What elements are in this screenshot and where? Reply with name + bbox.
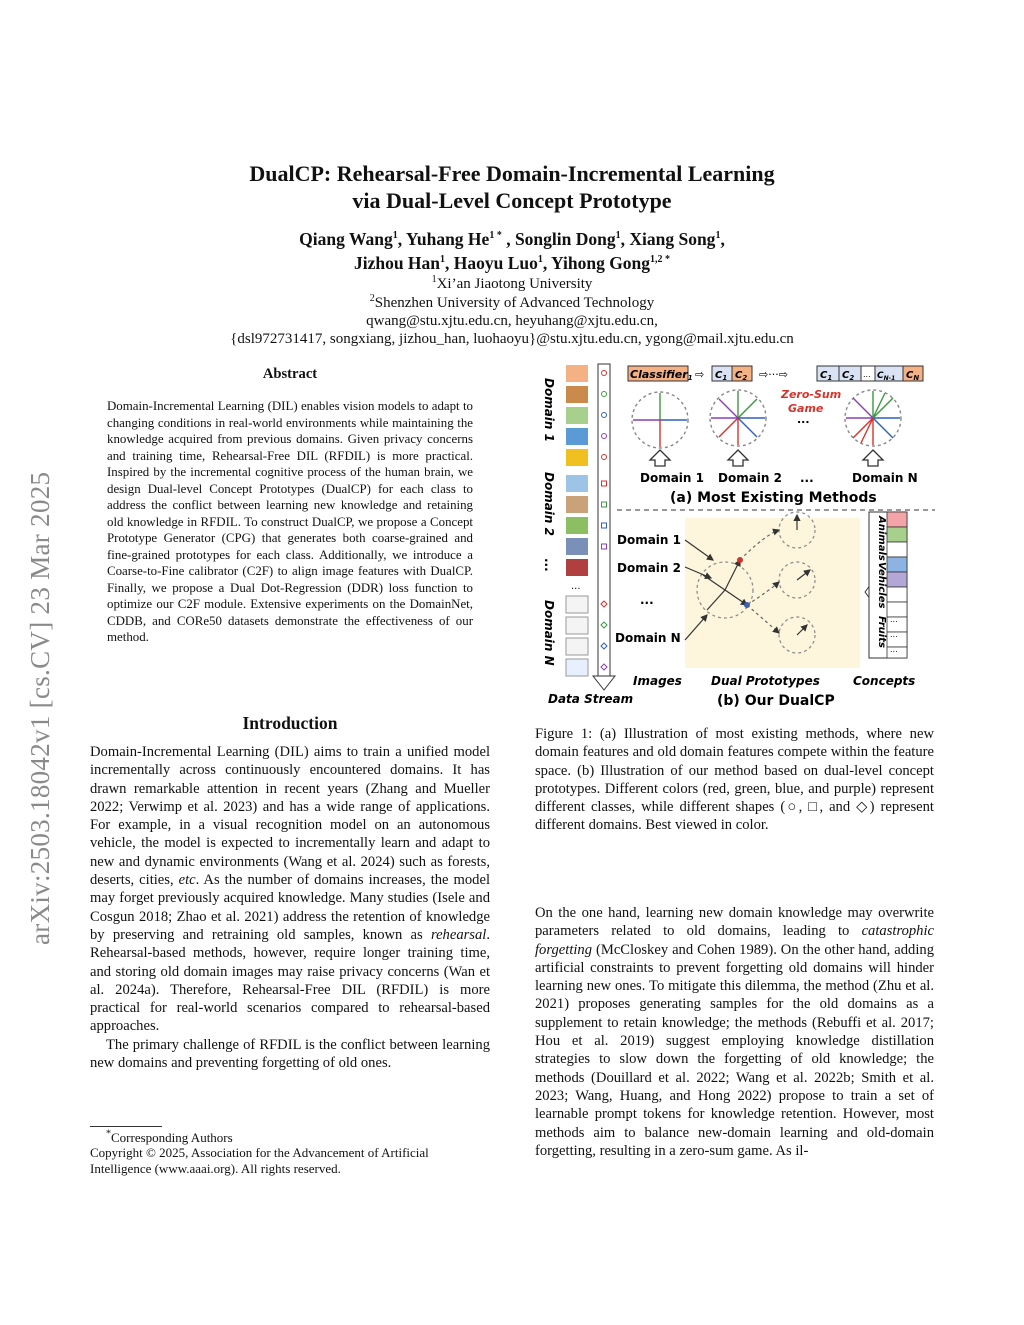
fig-feature-space-n <box>845 390 901 446</box>
fig-top-domain2: Domain 2 <box>718 471 782 485</box>
fig-caption-b: (b) Our DualCP <box>717 693 835 709</box>
intro-body <box>90 743 490 1072</box>
fig-arrow-1: ⇨ <box>695 368 705 381</box>
fig-cc1-label: $C_1$ <box>820 370 833 382</box>
footnote-corresponding: *Corresponding Authors <box>106 1128 233 1145</box>
fig-up-arrows <box>650 450 883 466</box>
fig-zero-sum-1: Zero-Sum <box>781 388 842 401</box>
affiliation-2: $^2$Shenzhen University of Advanced Technology <box>369 293 655 311</box>
fig-concept-dots-1: ... <box>890 615 898 624</box>
emails-line2: {dsl972731417, songxiang, jizhou_han, luohaoyu}@stu.xjtu.edu.cn, ygong@mail.xjtu.edu.cn <box>230 331 794 347</box>
fig-label-images: Images <box>633 674 682 688</box>
fig-domainN-label: Domain N <box>542 600 556 666</box>
fig-image-thumbnails <box>566 365 588 676</box>
fig-b-dots: ... <box>640 593 654 607</box>
fig-concept-dots-3: ... <box>890 645 898 654</box>
fig-label-concepts: Concepts <box>853 674 916 688</box>
fig-b-domainN: Domain N <box>615 631 681 645</box>
fig-stream-arrowhead <box>593 676 615 690</box>
paper-title-line2: via Dual-Level Concept Prototype <box>352 188 672 213</box>
authors-line2: Jizhou Han$^1$, Haoyu Luo$^1$, Yihong Gong$^{1,2 *}$ <box>353 253 671 273</box>
figure-1 <box>535 360 935 712</box>
fig-zero-sum-dots: ... <box>797 413 810 426</box>
arxiv-stamp: arXiv:2503.18042v1 [cs.CV] 23 Mar 2025 <box>25 471 55 945</box>
intro-paragraph-1: Domain-Incremental Learning (DIL) aims to train a unified model incrementally across continuously encountered domains. It has drawn remarkable attention in recent years (Zhang and Mueller 2022; Verwimp et al. 2023) and has a wide range of applications. For example, in a visual recognition model on an autonomous vehicle, the model is expected to incrementally learn and adapt to new and dynamic environments (Wang et al. 2024) such as forests, deserts, cities, etc. As the number of domains increases, the model may forget previously acquired knowledge. Many studies (Isele and Cosgun 2018; Zhao et al. 2021) address the retention of knowledge by preserving and retraining old samples, known as rehearsal. Rehearsal-based methods, however, require longer training time, and storing old domain images may raise privacy concerns (Wan et al. 2024a). Therefore, Rehearsal-Free DIL (RFDIL) is more practical for real-world scenarios compared to rehearsal-based approaches. <box>90 744 490 1035</box>
fig-top-domainN: Domain N <box>852 471 918 485</box>
fig-prototype-region <box>685 518 860 668</box>
fig-c1-label: $C_1$ <box>715 370 728 382</box>
fig-concept-dots-2: ... <box>890 630 898 639</box>
fig-ell-label: ... <box>863 370 871 379</box>
fig-cn-label: $C_N$ <box>906 370 920 382</box>
fig-cat-animals: Animals <box>876 516 887 561</box>
fig-b-domain1: Domain 1 <box>617 533 681 547</box>
affiliation-1: $^1$Xi’an Jiaotong University <box>431 274 593 292</box>
intro-paragraph-2: The primary challenge of RFDIL is the conflict between learning new domains and preventing forgetting of old ones. <box>90 1036 490 1072</box>
right-column-text <box>535 904 934 1160</box>
fig-zero-sum-2: Game <box>788 402 824 415</box>
fig-cc2-label: $C_2$ <box>842 370 855 382</box>
fig-dots-label: ... <box>542 558 556 572</box>
authors-line1: Qiang Wang$^1$, Yuhang $He^{1 *}$ , Songlin Dong$^1$, Xiang Song$^1$, <box>299 229 725 249</box>
fig-arrow-2: ⇨···⇨ <box>759 368 788 381</box>
footnote-rule <box>90 1126 162 1127</box>
fig-domain1-label: Domain 1 <box>542 378 556 442</box>
fig-cn1-label: $C_{N-1}$ <box>877 371 896 382</box>
fig-domain2-label: Domain 2 <box>542 472 556 536</box>
introduction-heading: Introduction <box>242 713 338 733</box>
fig-cat-vehicles: Vehicles <box>876 562 887 609</box>
footnote-copyright: Copyright © 2025, Association for the Advancement of Artificial Intelligence (www.aaai.org). All rights reserved. <box>90 1145 429 1176</box>
fig-caption-a: (a) Most Existing Methods <box>670 490 877 506</box>
fig-feature-space-1 <box>632 392 688 448</box>
fig-classifier-label: Classifier1 <box>630 368 693 382</box>
fig-feature-space-2 <box>710 390 766 446</box>
fig-stream-bar <box>598 364 610 676</box>
abstract-heading: Abstract <box>262 366 318 382</box>
paper-title-line1: DualCP: Rehearsal-Free Domain-Incremental Learning <box>249 161 775 186</box>
fig-c2-label: $C_2$ <box>735 370 748 382</box>
fig-cat-fruits: Fruits <box>876 616 887 648</box>
figure-caption: Figure 1: (a) Illustration of most existing methods, where new domain features and old domain features compete within the feature space. (b) Illustration of our method based on dual-level concept prototypes. Different colors (red, green, blue, and purple) represent different classes, while different shapes (○, □, and ◇) represent different domains. Best viewed in color. <box>535 726 934 834</box>
fig-data-stream-label: Data Stream <box>548 692 634 706</box>
fig-label-dual: Dual Prototypes <box>711 674 820 688</box>
fig-top-domain1: Domain 1 <box>640 471 704 485</box>
right-paragraph: On the one hand, learning new domain knowledge may overwrite parameters related to old domains, leading to catastrophic forgetting (McCloskey and Cohen 1989). On the other hand, adding artificial constraints to prevent forgetting old domains will hinder learning new ones. To mitigate this dilemma, the method (Zhu et al. 2021) proposes generating samples for the old domains as a supplement to retain knowledge; the methods (Rebuffi et al. 2017; Hou et al. 2019) suggest employing knowledge distillation strategies to slow down the forgetting of old knowledge; the methods (Douillard et al. 2022; Wang et al. 2022b; Smith et al. 2023; Wang, Huang, and Hong 2022) propose to train a set of learnable prompt tokens for knowledge retention. However, most methods aim to balance new-domain learning and old-domain forgetting, resulting in a zero-sum game. As il- <box>535 905 934 1159</box>
fig-top-dots: ... <box>800 471 814 485</box>
emails-line1: qwang@stu.xjtu.edu.cn, heyuhang@xjtu.edu.cn, <box>366 313 658 329</box>
fig-b-domain2: Domain 2 <box>617 561 681 575</box>
fig-thumb-dots: ... <box>571 581 581 592</box>
abstract-body: Domain-Incremental Learning (DIL) enables vision models to adapt to changing conditions in real-world environments while maintaining the knowledge acquired from previous domains. Given privacy concerns and training time, Rehearsal-Free DIL (RFDIL) is more practical. Inspired by the incremental cognitive process of the human brain, we design Dual-level Concept Prototypes (DualCP) for each class to address the conflict between learning new knowledge and retaining old knowledge in RFDIL. To construct DualCP, we propose a Concept Prototype Generator (CPG) that generates both coarse-grained and fine-grained prototypes for each class. Additionally, we introduce a Coarse-to-Fine calibrator (C2F) to align image features with DualCP. Finally, we propose a Dual Dot-Regression (DDR) loss function to optimize our C2F module. Extensive experiments on the DomainNet, CDDB, and CORe50 datasets demonstrate the effectiveness of our method. <box>107 399 473 644</box>
